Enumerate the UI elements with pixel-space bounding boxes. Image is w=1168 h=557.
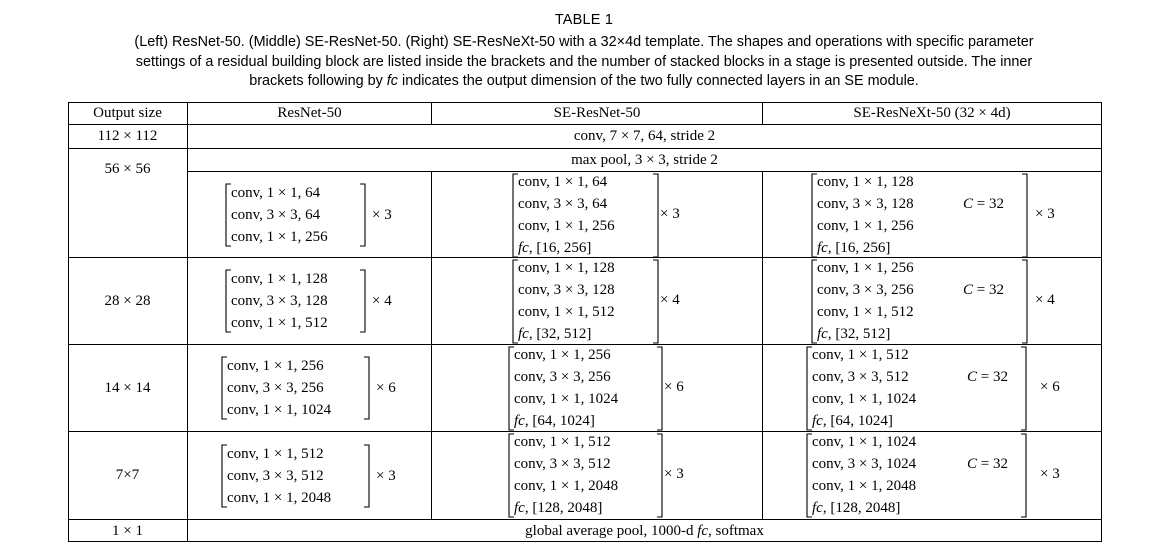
se-resnet-stage-4-layer: conv, 1 × 1, 256 <box>514 347 611 363</box>
fc-dims: , [128, 2048] <box>822 500 901 516</box>
output-size-7: 7×7 <box>115 467 140 483</box>
se-resnet-stage-4-fc <box>514 410 618 432</box>
fc-symbol: fc <box>518 240 529 256</box>
resnet-stage-3-layer: conv, 3 × 3, 128 <box>231 293 328 309</box>
table-title: TABLE 1 <box>554 12 614 28</box>
resnet-stage-4-repeat: × 6 <box>376 380 396 396</box>
se-resnext-stage-5-layer: conv, 1 × 1, 2048 <box>812 478 917 494</box>
resnet-stage-4-layer: conv, 1 × 1, 1024 <box>227 402 332 418</box>
fc-dims: , [128, 2048] <box>524 500 603 516</box>
se-resnet-stage-5-repeat: × 3 <box>664 466 684 482</box>
se-resnext-stage-3-layer: conv, 1 × 1, 256 <box>817 260 914 276</box>
resnet-stage-5-block <box>227 443 331 509</box>
se-resnext-stage-3-layer: conv, 1 × 1, 512 <box>817 304 914 320</box>
table-caption <box>0 33 1168 92</box>
fc-dims: , [64, 1024] <box>822 413 893 429</box>
conv1-spec: conv, 7 × 7, 64, stride 2 <box>573 128 716 144</box>
resnet-stage-5-repeat: × 3 <box>376 468 396 484</box>
resnet-stage-3-right-bracket <box>360 270 365 332</box>
resnet-stage-2-layer: conv, 3 × 3, 64 <box>231 207 321 223</box>
se-resnet-stage-3-fc <box>518 323 615 345</box>
se-resnet-stage-2-fc <box>518 237 615 259</box>
se-resnext-stage-5-layer: conv, 3 × 3, 1024 <box>812 456 917 472</box>
se-resnext-stage-4-fc <box>812 410 916 432</box>
caption-line-3: brackets following by fc indicates the output dimension of the two fully connected layers in an SE module. <box>249 73 919 89</box>
se-resnet-stage-3-layer: conv, 1 × 1, 128 <box>518 260 615 276</box>
cardinality-value: = 32 <box>973 196 1004 212</box>
fc-symbol: fc <box>812 413 823 429</box>
resnet-stage-3-layer: conv, 1 × 1, 128 <box>231 271 328 287</box>
cardinality-value: = 32 <box>977 456 1008 472</box>
se-resnext-stage-4-repeat: × 6 <box>1040 379 1060 395</box>
se-resnet-stage-2-right-bracket <box>653 174 658 257</box>
se-resnext-stage-5-fc <box>812 497 916 519</box>
cardinality-symbol: C <box>963 282 974 298</box>
se-resnext-stage-5-cardinality <box>967 453 1008 475</box>
resnet-stage-4-block <box>227 355 331 421</box>
se-resnext-stage-3-right-bracket <box>1022 260 1027 343</box>
se-resnet-stage-5-layer: conv, 1 × 1, 2048 <box>514 478 619 494</box>
resnet-stage-5-layer: conv, 1 × 1, 2048 <box>227 490 332 506</box>
se-resnext-stage-4-layer: conv, 3 × 3, 512 <box>812 369 909 385</box>
architecture-table <box>68 102 1102 542</box>
fc-symbol: fc <box>518 326 529 342</box>
header-output-size: Output size <box>93 105 162 121</box>
se-resnext-stage-4-cardinality <box>967 366 1008 388</box>
fc-symbol: fc <box>817 240 828 256</box>
se-resnet-stage-3-right-bracket <box>653 260 658 343</box>
se-resnet-stage-4-block <box>514 344 618 432</box>
se-resnext-stage-5-block <box>812 431 916 519</box>
se-resnet-stage-4-right-bracket <box>657 347 662 430</box>
fc-dims: , [16, 256] <box>827 240 891 256</box>
cardinality-value: = 32 <box>977 369 1008 385</box>
resnet-stage-4-right-bracket <box>364 357 369 419</box>
se-resnet-stage-3-block <box>518 257 615 345</box>
output-size-14: 14 × 14 <box>104 380 151 396</box>
cardinality-symbol: C <box>967 369 978 385</box>
final-layer-spec: global average pool, 1000-d fc, softmax <box>525 523 764 539</box>
caption-line-1: (Left) ResNet-50. (Middle) SE-ResNet-50. (Right) SE-ResNeXt-50 with a 32×4d template. The shapes and operations with specific parameter <box>134 34 1034 50</box>
se-resnext-stage-2-right-bracket <box>1022 174 1027 257</box>
fc-dims: , [32, 512] <box>827 326 891 342</box>
se-resnext-stage-4-block <box>812 344 916 432</box>
header-se-resnext50: SE-ResNeXt-50 (32 × 4d) <box>853 105 1011 121</box>
se-resnet-stage-4-layer: conv, 1 × 1, 1024 <box>514 391 619 407</box>
se-resnext-stage-3-repeat: × 4 <box>1035 292 1055 308</box>
resnet-stage-4-layer: conv, 1 × 1, 256 <box>227 358 324 374</box>
se-resnext-stage-2-fc <box>817 237 914 259</box>
output-size-1: 1 × 1 <box>112 523 143 539</box>
caption-line-2: settings of a residual building block are listed inside the brackets and the number of stacked blocks in a stage is presented outside. The inner <box>135 53 1033 70</box>
se-resnet-stage-2-layer: conv, 3 × 3, 64 <box>518 196 608 212</box>
fc-dims: , [64, 1024] <box>524 413 595 429</box>
cardinality-symbol: C <box>967 456 978 472</box>
resnet-stage-3-layer: conv, 1 × 1, 512 <box>231 315 328 331</box>
se-resnext-stage-3-fc <box>817 323 914 345</box>
se-resnet-stage-3-layer: conv, 1 × 1, 512 <box>518 304 615 320</box>
resnet-stage-2-repeat: × 3 <box>372 207 392 223</box>
output-size-28: 28 × 28 <box>104 293 151 309</box>
fc-dims: , [16, 256] <box>528 240 592 256</box>
se-resnext-stage-5-right-bracket <box>1021 434 1026 517</box>
se-resnext-stage-5-layer: conv, 1 × 1, 1024 <box>812 434 917 450</box>
fc-symbol: fc <box>817 326 828 342</box>
se-resnext-stage-2-layer: conv, 3 × 3, 128 <box>817 196 914 212</box>
resnet-stage-4-layer: conv, 3 × 3, 256 <box>227 380 324 396</box>
se-resnet-stage-2-layer: conv, 1 × 1, 256 <box>518 218 615 234</box>
cardinality-value: = 32 <box>973 282 1004 298</box>
se-resnet-stage-2-repeat: × 3 <box>660 206 680 222</box>
resnet-stage-2-layer: conv, 1 × 1, 64 <box>231 185 321 201</box>
se-resnext-stage-5-repeat: × 3 <box>1040 466 1060 482</box>
resnet-stage-5-right-bracket <box>364 445 369 507</box>
resnet-stage-5-layer: conv, 3 × 3, 512 <box>227 468 324 484</box>
se-resnext-stage-4-layer: conv, 1 × 1, 1024 <box>812 391 917 407</box>
se-resnext-stage-2-cardinality <box>963 193 1004 215</box>
se-resnet-stage-4-repeat: × 6 <box>664 379 684 395</box>
se-resnext-stage-3-layer: conv, 3 × 3, 256 <box>817 282 914 298</box>
se-resnet-stage-2-layer: conv, 1 × 1, 64 <box>518 174 608 190</box>
resnet-stage-3-block <box>231 268 328 334</box>
se-resnext-stage-2-layer: conv, 1 × 1, 256 <box>817 218 914 234</box>
se-resnext-stage-2-layer: conv, 1 × 1, 128 <box>817 174 914 190</box>
resnet-stage-2-layer: conv, 1 × 1, 256 <box>231 229 328 245</box>
se-resnet-stage-4-layer: conv, 3 × 3, 256 <box>514 369 611 385</box>
se-resnext-stage-3-block <box>817 257 914 345</box>
se-resnext-stage-2-block <box>817 171 914 259</box>
maxpool-spec: max pool, 3 × 3, stride 2 <box>571 152 718 168</box>
fc-dims: , [32, 512] <box>528 326 592 342</box>
se-resnet-stage-5-block <box>514 431 618 519</box>
fc-symbol: fc <box>514 413 525 429</box>
se-resnet-stage-5-layer: conv, 1 × 1, 512 <box>514 434 611 450</box>
se-resnext-stage-2-repeat: × 3 <box>1035 206 1055 222</box>
se-resnet-stage-2-block <box>518 171 615 259</box>
se-resnet-stage-5-right-bracket <box>657 434 662 517</box>
se-resnet-stage-5-fc <box>514 497 618 519</box>
fc-symbol: fc <box>812 500 823 516</box>
se-resnext-stage-3-cardinality <box>963 279 1004 301</box>
output-size-56: 56 × 56 <box>104 161 151 177</box>
resnet-stage-5-layer: conv, 1 × 1, 512 <box>227 446 324 462</box>
resnet-stage-2-block <box>231 182 328 248</box>
output-size-112: 112 × 112 <box>97 128 158 144</box>
se-resnet-stage-3-repeat: × 4 <box>660 292 680 308</box>
se-resnet-stage-3-layer: conv, 3 × 3, 128 <box>518 282 615 298</box>
resnet-stage-3-repeat: × 4 <box>372 293 392 309</box>
fc-symbol: fc <box>514 500 525 516</box>
cardinality-symbol: C <box>963 196 974 212</box>
se-resnext-stage-4-layer: conv, 1 × 1, 512 <box>812 347 909 363</box>
resnet-stage-2-right-bracket <box>360 184 365 246</box>
header-se-resnet50: SE-ResNet-50 <box>553 105 641 121</box>
se-resnet-stage-5-layer: conv, 3 × 3, 512 <box>514 456 611 472</box>
se-resnext-stage-4-right-bracket <box>1021 347 1026 430</box>
header-resnet50: ResNet-50 <box>277 105 342 121</box>
